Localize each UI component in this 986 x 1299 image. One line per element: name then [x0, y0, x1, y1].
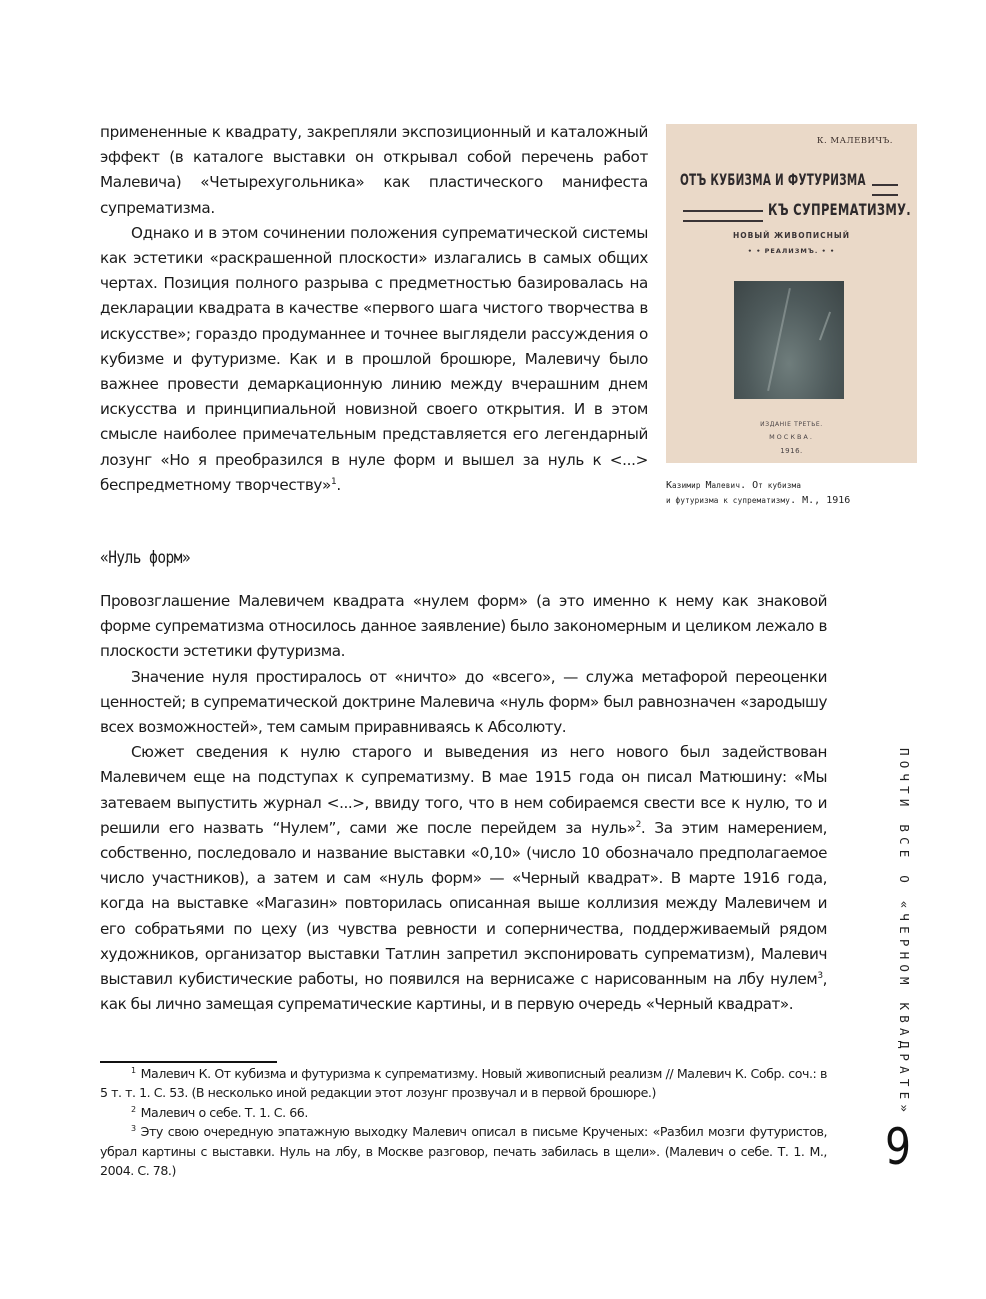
figure-caption [666, 478, 906, 508]
paragraph: Значение нуля простиралось от «ничто» до «всего», — служа метафорой переоценки ценностей; в супрематической доктрине Малевича «нуль форм» был равнозначен «зародышу всех возможностей», тем самым приравниваясь к Абсолюту. [100, 667, 827, 737]
cover-author: К. МАЛЕВИЧЪ. [816, 136, 893, 146]
black-square-image [734, 281, 844, 399]
footnote-ref-1[interactable]: 1 [331, 476, 337, 487]
paragraph-text: Однако и в этом сочинении положения супрематической системы как эстетики «раскрашенной плоскости» излагались в самых общих чертах. Позиция полного разрыва с предметностью базировалась на декларации квадрата в качестве «первого шага чистого творчества в искусстве»; гораздо продуманнее и точнее выглядели рассуждения о кубизме и футуризме. Как и в прошлой брошюре, Малевичу было важнее провести демаркационную линию между вчерашним днем искусства и принципиальной новизной своего открытия. И в этом смысле наиболее примечательным представляется его легендарный лозунг «Но я преобразился в нуле форм и вышел за нуль к <...> беспредметному творчеству» [100, 223, 648, 494]
book-cover-image [666, 124, 917, 463]
running-head: ПОЧТИ ВСЕ О «ЧЕРНОМ КВАДРАТЕ» [897, 748, 912, 1118]
cover-decorative-rule [872, 184, 898, 196]
cover-edition: ИЗДАНІЕ ТРЕТЬЕ. [760, 421, 823, 428]
cover-subtitle-line1: НОВЫЙ ЖИВОПИСНЫЙ [733, 231, 850, 240]
cover-decorative-rule [683, 210, 763, 222]
paragraph: Провозглашение Малевичем квадрата «нулем форм» (а это именно к нему как знаковой форме супрематизма относилось данное заявление) было закономерным и целиком лежало в плоскости эстетики футуризма. [100, 592, 827, 661]
paragraph: Сюжет сведения к нулю старого и выведения из него нового был задействован Малевичем еще на подступах к супрематизму. В мае 1915 года он писал Матюшину: «Мы затеваем выпустить журнал <...>, ввиду того, что в нем собираемся свести все к нулю, то и решили его назвать “Нулем”, сами же после перейдем за нуль»$^2$. За этим намерением, собственно, последовало и название выставки «0,10» (число 10 обозначало предполагаемое число участников), а затем и сам «нуль форм» — «Черный квадрат». В марте 1916 года, когда на выставке «Магазин» повторилась описанная выше коллизия между Малевичем и его собратьями по цеху (из чувства ревности и соперничества, поддерживаемый рядом художников, организатор выставки Татлин запретил экспонировать супрематизм), Малевич выставил кубистические работы, но появился на вернисаже с нарисованным на лбу нулем$^3$, как бы лично замещая супрематические картины, и в первую очередь «Черный квадрат». [100, 743, 827, 1014]
paragraph [100, 221, 648, 498]
footnote-ref-2[interactable]: 2 [635, 819, 641, 830]
paragraph: примененные к квадрату, закрепляли экспозиционный и каталожный эффект (в каталоге выставки он открывал собой перечень работ Малевича) «Четырехугольника» как пластического манифеста супрематизма. [100, 123, 648, 217]
page-number: 9 [885, 1118, 912, 1176]
footnote-3: $^3$ Эту свою очередную эпатажную выходку Малевич описал в письме Крученых: «Разбил мозги футуристов, убрал картины с выставки. Нуль на лбу, в Москве разговор, печать забилась в щели». (Малевич о себе. Т. 1. М., 2004. С. 78.) [100, 1124, 827, 1179]
cover-year: 1916. [780, 447, 803, 455]
main-text-column [100, 589, 827, 1017]
cover-subtitle-line2: • • РЕАЛИЗМЪ. • • [747, 247, 836, 255]
cover-city: МОСКВА. [769, 433, 814, 441]
caption-line-2: и футуризма к супрематизму. М., 1916 [666, 495, 851, 506]
footnote-1: $^1$ Малевич К. От кубизма и футуризма к супрематизму. Новый живописный реализм // Малевич К. Собр. соч.: в 5 т. т. 1. С. 53. (В несколько иной редакции этот лозунг прозвучал и в первой брошюре.) [100, 1066, 827, 1101]
cover-title-line1: ОТЪ КУБИЗМА И ФУТУРИЗМА [680, 170, 866, 189]
caption-line-1: Казимир Малевич. От кубизма [666, 480, 802, 491]
paragraph-tail: . [336, 475, 341, 494]
footnote-divider [100, 1061, 277, 1063]
cover-title-line2: КЪ СУПРЕМАТИЗМУ. [768, 200, 911, 219]
section-heading: «Нуль форм» [100, 548, 191, 568]
footnote-ref-3[interactable]: 3 [817, 971, 823, 982]
footnotes [100, 1064, 827, 1180]
top-text-column [100, 120, 648, 498]
footnote-2: $^2$ Малевич о себе. Т. 1. С. 66. [131, 1104, 308, 1120]
